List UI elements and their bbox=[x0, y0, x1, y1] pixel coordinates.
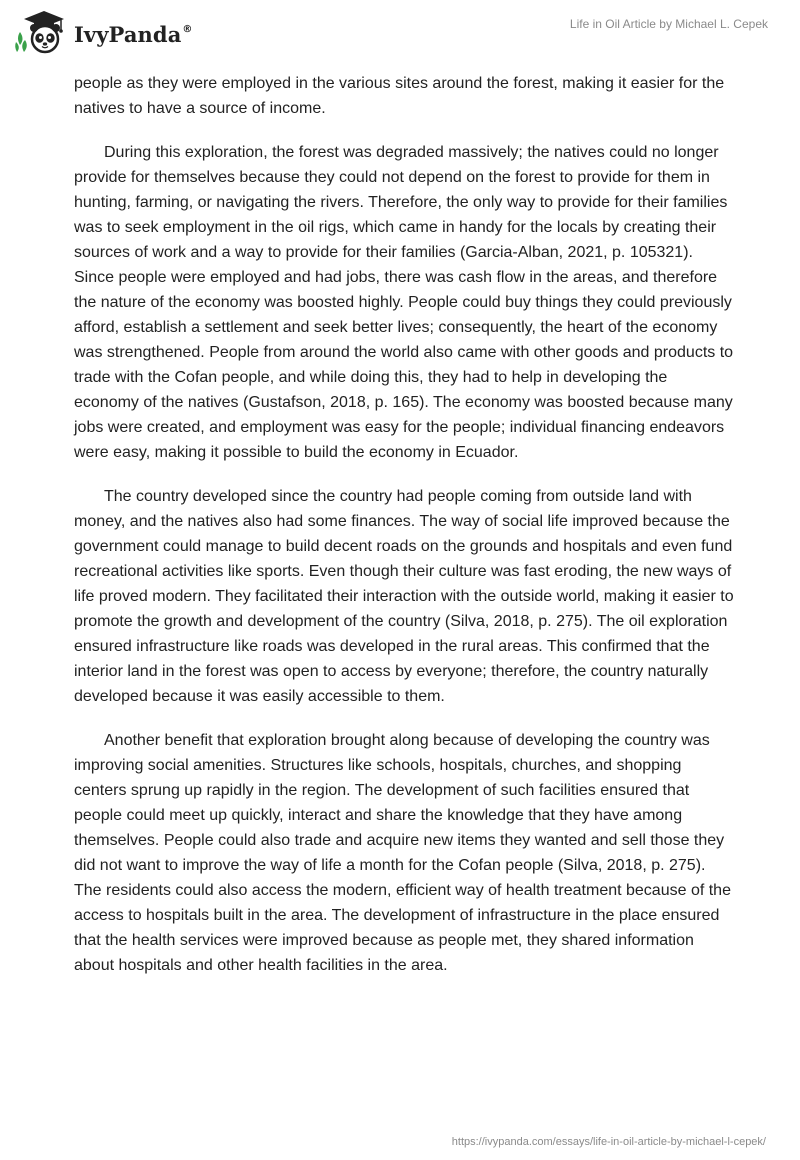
registered-mark: ® bbox=[182, 23, 193, 35]
ivypanda-logo[interactable] bbox=[14, 8, 193, 56]
paragraph: During this exploration, the forest was degraded massively; the natives could no longer provide for themselves because they could not depend on the forest to provide for them in hunting, farming, or navigating the rivers. Therefore, the only way to provide for their families was to seek employment in the oil rigs, which came in handy for the locals by creating their sources of work and a way to provide for their families (Garcia-Alban, 2021, p. 105321). Since people were employed and had jobs, there was cash flow in the areas, and therefore the nature of the economy was boosted highly. People could buy things they could previously afford, establish a settlement and seek better lives; consequently, the heart of the economy was strengthened. People from around the world also came with other goods and products to trade with the Cofan people, and while doing this, they had to help in developing the economy of the natives (Gustafson, 2018, p. 165). The economy was boosted because many jobs were created, and employment was easy for the people; individual financing endeavors were easy, making it possible to build the economy in Ecuador. bbox=[74, 144, 734, 461]
brand-name: IvyPanda® bbox=[74, 21, 193, 47]
essay-body bbox=[74, 71, 734, 997]
paragraph: The country developed since the country had people coming from outside land with money, and the natives also had some finances. The way of social life improved because the government could manage to build decent roads on the grounds and hospitals and even fund recreational activities like sports. Even though their culture was fast eroding, the new ways of life proved modern. They facilitated their interaction with the outside world, making it easier to promote the growth and development of the country (Silva, 2018, p. 275). The oil exploration ensured infrastructure like roads was developed in the rural areas. This confirmed that the interior land in the forest was open to access by everyone; therefore, the country naturally developed because it was easily accessible to them. bbox=[74, 488, 734, 705]
source-url[interactable]: https://ivypanda.com/essays/life-in-oil-article-by-michael-l-cepek/ bbox=[451, 1136, 766, 1148]
paragraph-continued: people as they were employed in the various sites around the forest, making it easier for the natives to have a source of income. bbox=[74, 75, 725, 117]
page-header bbox=[0, 0, 800, 70]
document-title: Life in Oil Article by Michael L. Cepek bbox=[569, 17, 768, 31]
paragraph: Another benefit that exploration brought along because of developing the country was improving social amenities. Structures like schools, hospitals, churches, and shopping centers sprung up rapidly in the region. The development of such facilities ensured that people could meet up quickly, interact and share the knowledge that they have among themselves. People could also trade and acquire new items they wanted and sell those they did not want to improve the way of life a month for the Cofan people (Silva, 2018, p. 275). The residents could also access the modern, efficient way of health treatment because of the access to hospitals built in the area. The development of infrastructure in the place ensured that the health services were improved because as people met, they shared information about hospitals and other health facilities in the area. bbox=[74, 732, 731, 974]
panda-graduate-logo-icon bbox=[14, 8, 68, 56]
